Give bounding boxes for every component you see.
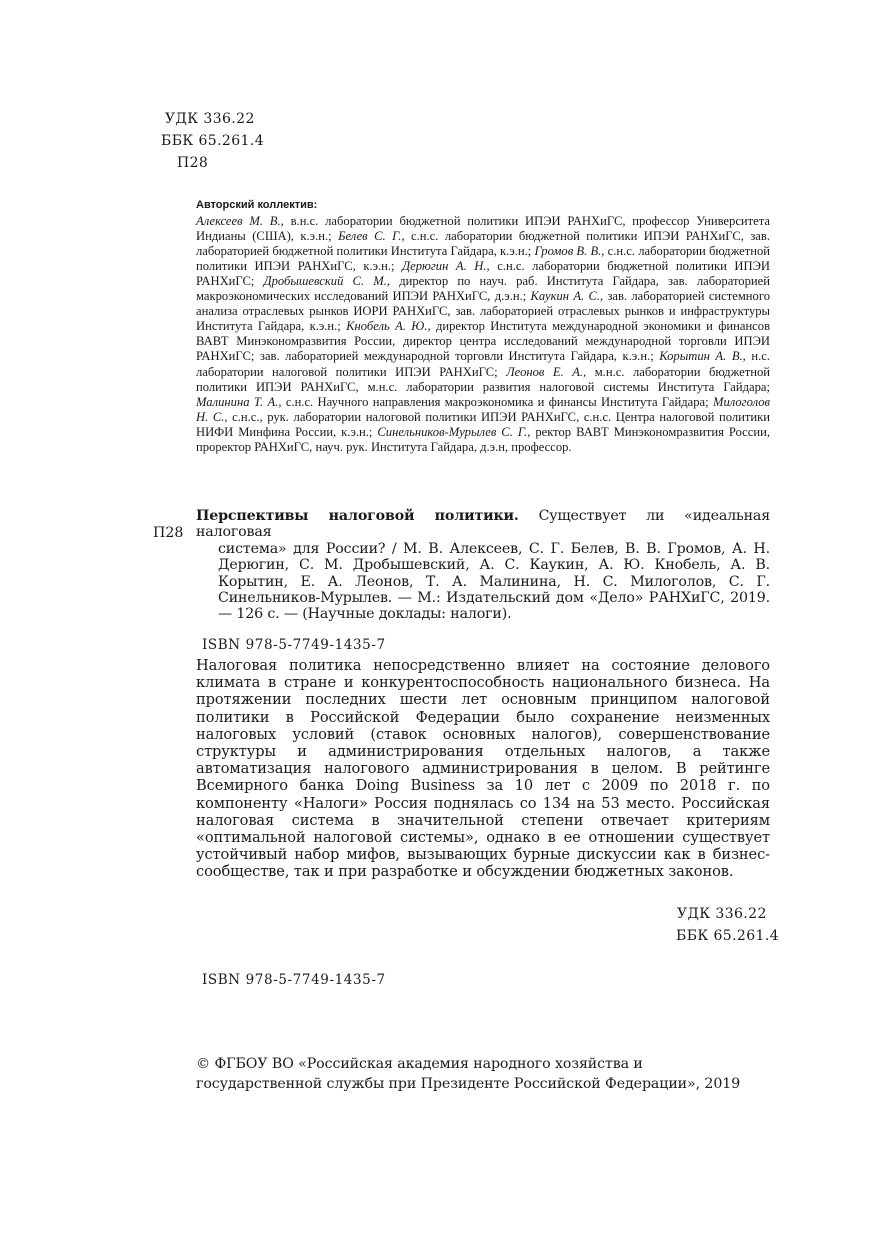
udk-code-bottom: УДК 336.22 <box>677 906 767 922</box>
author-desc: ректор ВАВТ Минэкономразвития России, проректор РАНХиГС, науч. рук. Института Гайдара, д.э.н, профессор. <box>196 424 770 454</box>
author-name: Алексеев М. В., <box>196 214 284 229</box>
book-title: Перспективы налоговой политики. <box>196 508 519 524</box>
copyright-notice: © ФГБОУ ВО «Российская академия народного хозяйства и государственной службы при Президенте Российской Федерации», 2019 <box>196 1056 741 1092</box>
isbn-main: ISBN 978-5-7749-1435-7 <box>202 637 386 653</box>
author-name: Дерюгин А. Н., <box>402 259 490 274</box>
bbk-code: ББК 65.261.4 <box>161 133 265 149</box>
author-desc: с.н.с. Научного направления макроэкономика и финансы Института Гайдара; <box>281 394 713 409</box>
isbn-bottom: ISBN 978-5-7749-1435-7 <box>202 972 386 988</box>
author-mark: П28 <box>177 155 209 171</box>
author-desc: с.н.с. лаборатории бюджетной политики ИПЭИ РАНХиГС, к.э.н.; <box>196 244 770 274</box>
biblio-first-line: Существует ли «идеальная налоговая <box>196 508 771 541</box>
author-desc: в.н.с. лаборатории бюджетной политики ИПЭИ РАНХиГС, профессор Университета Индианы (США), к.э.н.; <box>196 214 770 244</box>
authors-block <box>196 198 770 455</box>
author-desc: зав. лабораторией системного анализа отраслевых рынков ИОРИ РАНХиГС, зав. лабораторией отраслевых рынков и инфраструктуры Института Гайдара, к.э.н.; <box>196 289 770 334</box>
author-name: Кнобель А. Ю., <box>346 319 431 334</box>
udk-code: УДК 336.22 <box>165 111 255 127</box>
biblio-author-mark: П28 <box>153 525 184 541</box>
author-name: Синельников-Мурылев С. Г., <box>377 424 531 439</box>
author-name: Громов В. В., <box>534 244 605 259</box>
authors-heading: Авторский коллектив: <box>196 199 318 211</box>
author-name: Белев С. Г., <box>338 229 405 244</box>
biblio-continuation: система» для России? / М. В. Алексеев, С. Г. Белев, В. В. Громов, А. Н. Дерюгин, С. М. Дробышевский, А. С. Каукин, А. Ю. Кнобель, А. В. Корытин, Е. А. Леонов, Т. А. Малинина, Н. С. Милоголов, С. Г. Синельников-Мурылев. — М.: Издательский дом «Дело» РАНХиГС, 2019. — 126 с. — (Научные доклады: налоги). <box>218 540 770 623</box>
author-desc: с.н.с. лаборатории бюджетной политики ИПЭИ РАНХиГС, зав. лабораторией бюджетной политики Института Гайдара, к.э.н.; <box>196 229 770 259</box>
author-name: Милоголов Н. С., <box>196 394 770 424</box>
author-desc: н.с. лаборатории налоговой политики ИПЭИ РАНХиГС; <box>196 349 770 379</box>
author-desc: м.н.с. лаборатории бюджетной политики ИПЭИ РАНХиГС, м.н.с. лаборатории развития налоговой системы Института Гайдара; <box>196 364 770 394</box>
author-name: Леонов Е. А., <box>506 364 587 379</box>
author-name: Дробышевский С. М., <box>263 274 391 289</box>
abstract-paragraph: Налоговая политика непосредственно влияет на состояние делового климата в стране и конкурентоспособность национального бизнеса. На протяжении последних шести лет основным принципом налоговой политики в Российской Федерации было сохранение неизменных налоговых условий (ставок основных налогов), совершенствование структуры и администрирования отдельных налогов, а также автоматизация налогового администрирования в целом. В рейтинге Всемирного банка Doing Business за 10 лет с 2009 по 2018 г. по компоненту «Налоги» Россия поднялась со 134 на 53 место. Российская налоговая система в значительной степени отвечает критериям «оптимальной налоговой системы», однако в ее отношении существует устойчивый набор мифов, вызывающих бурные дискуссии как в бизнес-сообществе, так и при разработке и обсуждении бюджетных законов. <box>196 657 770 881</box>
bibliographic-record <box>196 508 770 623</box>
bbk-code-bottom: ББК 65.261.4 <box>676 928 780 944</box>
author-name: Каукин А. С., <box>530 289 604 304</box>
author-name: Малинина Т. А., <box>196 394 282 409</box>
author-desc: с.н.с., рук. лаборатории налоговой политики ИПЭИ РАНХиГС, с.н.с. Центра налоговой политики НИФИ Минфина России, к.э.н.; <box>196 409 770 439</box>
author-desc: с.н.с. лаборатории бюджетной политики ИПЭИ РАНХиГС; <box>196 259 770 289</box>
author-name: Корытин А. В., <box>659 349 746 364</box>
author-desc: директор по науч. раб. Института Гайдара, зав. лабораторией макроэкономических исследований ИПЭИ РАНХиГС, д.э.н.; <box>196 274 770 304</box>
author-desc: директор Института международной экономики и финансов ВАВТ Минэкономразвития России, директор центра исследований международной торговли ИПЭИ РАНХиГС; зав. лабораторией международной торговли Института Гайдара, к.э.н.; <box>196 319 771 364</box>
